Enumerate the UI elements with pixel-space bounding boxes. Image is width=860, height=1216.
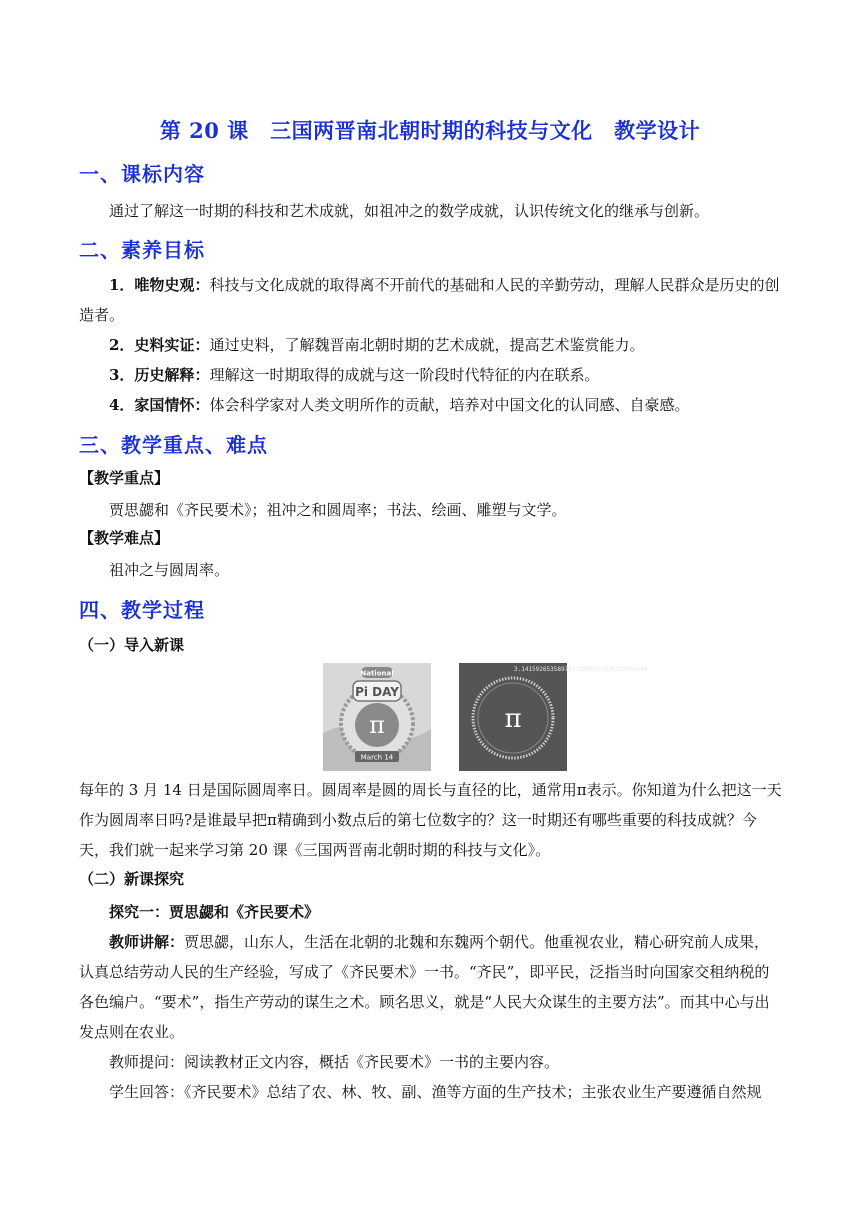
section-heading-goals: 二、素养目标 (79, 238, 205, 262)
page-title: 第 20 课 三国两晋南北朝时期的科技与文化 教学设计 (159, 118, 701, 143)
goal-item-3 (79, 360, 783, 390)
goal-label-1: 1．唯物史观： (109, 276, 210, 294)
pi-day-badge-image (323, 663, 431, 771)
section-heading-key-points: 三、教学重点、难点 (79, 433, 268, 457)
goal-label-2: 2．史料实证： (109, 336, 210, 354)
goal-text-1: 科技与文化成就的取得离不开前代的基础和人民的辛勤劳动，理解人民群众是历史的创造者。 (79, 276, 780, 324)
intro-paragraph: 每年的 3 月 14 日是国际圆周率日。圆周率是圆的周长与直径的比，通常用π表示。你知道为什么把这一天作为圆周率日吗?是谁最早把π精确到小数点后的第七位数字的？这一时期还有哪些重要的科技成就？今天，我们就一起来学习第 20 课《三国两晋南北朝时期的科技与文化》。 (79, 781, 782, 859)
teacher-question: 教师提问：阅读教材正文内容，概括《齐民要术》一书的主要内容。 (109, 1053, 560, 1071)
section-heading-process: 四、教学过程 (79, 598, 205, 622)
pi-images (323, 663, 648, 771)
section-heading-curriculum: 一、课标内容 (79, 162, 205, 186)
goal-text-3: 理解这一时期取得的成就与这一阶段时代特征的内在联系。 (209, 366, 600, 384)
subsection-new-lesson: （二）新课探究 (79, 870, 185, 888)
subsection-intro: （一）导入新课 (79, 636, 185, 654)
teacher-lecture (79, 927, 783, 1047)
difficulty-label: 【教学难点】 (79, 529, 170, 547)
teacher-lecture-text: 贾思勰，山东人，生活在北朝的北魏和东魏两个朝代。他重视农业，精心研究前人成果，认真总结劳动人民的生产经验，写成了《齐民要术》一书。“齐民”，即平民，泛指当时向国家交租纳税的各色编户。“要术”，指生产劳动的谋生之术。顾名思义，就是“人民大众谋生的主要方法”。而其中心与出发点则在农业。 (79, 933, 770, 1041)
pi-badge-date: March 14 (360, 753, 394, 762)
pi-digits-text: 3.14159265358979323846264338327950288 (514, 666, 648, 673)
difficulty-text: 祖冲之与圆周率。 (109, 561, 230, 579)
curriculum-text: 通过了解这一时期的科技和艺术成就，如祖冲之的数学成就，认识传统文化的继承与创新。 (109, 202, 710, 220)
key-points-text: 贾思勰和《齐民要术》；祖冲之和圆周率；书法、绘画、雕塑与文学。 (109, 501, 567, 519)
pi-badge-symbol: π (369, 711, 385, 739)
pi-circle-symbol: π (504, 704, 522, 734)
student-answer: 学生回答：《齐民要术》总结了农、林、牧、副、渔等方面的生产技术；主张农业生产要遵循自然规 (109, 1083, 762, 1101)
key-points-label: 【教学重点】 (79, 469, 170, 487)
goal-item-2 (79, 330, 783, 360)
goal-text-4: 体会科学家对人类文明所作的贡献，培养对中国文化的认同感、自豪感。 (209, 396, 690, 414)
goal-label-4: 4．家国情怀： (109, 396, 210, 414)
pi-badge-day: Pi DAY (355, 685, 399, 699)
explore-one-heading: 探究一：贾思勰和《齐民要术》 (109, 903, 320, 921)
goal-item-1 (79, 270, 783, 330)
pi-badge-national: National (360, 669, 394, 678)
goal-label-3: 3．历史解释： (109, 366, 210, 384)
goal-text-2: 通过史料，了解魏晋南北朝时期的艺术成就，提高艺术鉴赏能力。 (209, 336, 645, 354)
teacher-lecture-label: 教师讲解： (109, 933, 185, 951)
pi-digits-circle-image (459, 663, 648, 771)
goal-item-4 (79, 390, 783, 420)
